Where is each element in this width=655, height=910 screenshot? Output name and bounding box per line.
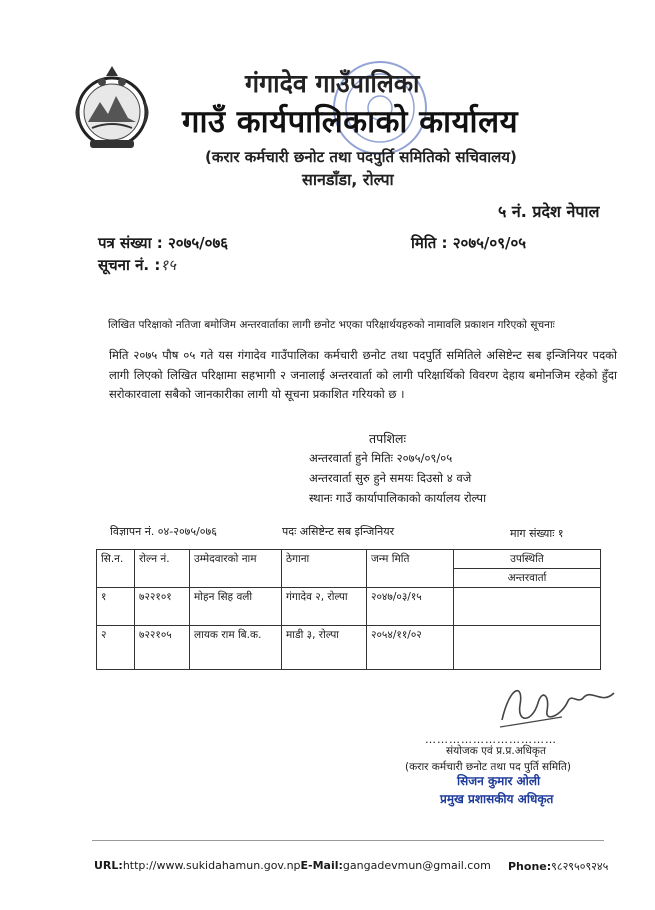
notice-subject: लिखित परिक्षाको नतिजा बमोजिम अन्तरवार्ताका लागी छनोट भएका परिक्षार्थयहरुको नामावलि प्रकाशन गरिएको सूचनाः [108,319,555,331]
table-row [97,626,601,670]
column-header: उम्मेदवारको नाम [190,550,282,588]
municipality-name: गंगादेव गाउँपालिका [245,69,420,98]
url-label: URL: [94,859,123,872]
column-header: उपस्थिति [454,550,601,569]
required-count: माग संख्याः १ [510,527,564,540]
table-cell [454,626,601,670]
table-cell: माडी ३, रोल्पा [282,626,367,670]
post-name: पदः असिष्टेन्ट सब इन्जिनियर [282,525,395,538]
office-title: गाउँ कार्यपालिकाको कार्यालय [182,104,519,140]
column-header: रोल्न नं. [135,550,190,588]
candidate-table [96,549,601,670]
notice-number [98,255,176,275]
table-cell: लायक राम बि.क. [190,626,282,670]
committee-name: (करार कर्मचारी छनोट तथा पद पुर्ति समिति) [405,761,571,773]
handwritten-signature [492,675,622,735]
column-subheader: अन्तरवार्ता [454,569,601,588]
date-value: २०७५/०९/०५ [452,234,527,252]
reference-value: २०७५/०७६ [167,234,229,252]
column-header: ठेगाना [282,550,367,588]
reference-label: पत्र संख्या : [98,234,168,252]
table-cell: मोहन सिह वली [190,588,282,626]
date-label: मिति : [411,234,453,252]
email-link[interactable]: gangadevmun@gmail.com [342,859,491,872]
table-cell: २०४७/०३/१५ [367,588,454,626]
nepal-emblem-logo [66,62,158,154]
interview-time: अन्तरवार्ता सुरु हुने समयः दिउसो ४ वजे [309,471,472,485]
notice-label: सूचना नं. : [98,256,161,274]
table-cell: २०५४/११/०२ [367,626,454,670]
details-heading: तपशिलः [369,431,406,446]
footer-divider [92,840,604,841]
website-link[interactable]: http://www.sukidahamun.gov.np [122,859,301,872]
signatory-title: संयोजक एवं प्र.प्र.अधिकृत [446,745,546,757]
stamp-name: सिजन कुमार ओली [457,774,541,788]
notice-body: मिति २०७५ पौष ०५ गते यस गंगादेव गाउँपालिका कर्मचारी छनोट तथा पदपुर्ति समितिले असिष्टेन्ट सब इन्जिनियर पदको लागी लिएको लिखित परिक्षामा सहभागी २ जनालाई अन्तरवार्ता को लागी परिक्षार्थिको विवरण देहाय बमोनजिम रहेको हुँदा सरोकारवाला सबैको जानकारीका लागी यो सूचना प्रकाशित गरियको छ । [109,348,617,401]
letter-date [411,233,526,253]
footer-contact [94,859,491,872]
table-cell: गंगादेव २, रोल्पा [282,588,367,626]
footer-phone [508,859,608,874]
table-header-row [97,550,601,569]
advertisement-number: विज्ञापन नं. ०४-२०७५/०७६ [110,525,217,538]
office-subtitle: (करार कर्मचारी छनोट तथा पदपुर्ति समितिको सचिवालय) [205,148,517,166]
phone-number: ९८२९५०९२४५ [551,860,609,873]
column-header: सि.न. [97,550,135,588]
office-location: सानडाँडा, रोल्पा [302,170,394,189]
signature-line: …………………………… [425,733,557,746]
table-cell: १ [97,588,135,626]
phone-label: Phone: [508,860,552,873]
table-cell [454,588,601,626]
email-label: E-Mail: [300,859,343,872]
table-cell: ७२२१०५ [135,626,190,670]
column-header: जन्म मिति [367,550,454,588]
table-cell: २ [97,626,135,670]
interview-date: अन्तरवार्ता हुने मितिः २०७५/०९/०५ [309,451,453,465]
notice-value: १५ [160,256,176,274]
interview-venue: स्थानः गाउँ कार्यापालिकाको कार्यालय रोल्पा [309,491,487,505]
table-row [97,588,601,626]
stamp-title: प्रमुख प्रशासकीय अधिकृत [440,792,554,806]
table-cell: ७२२१०१ [135,588,190,626]
reference-number [98,233,228,253]
province-label: ५ नं. प्रदेश नेपाल [498,202,600,221]
